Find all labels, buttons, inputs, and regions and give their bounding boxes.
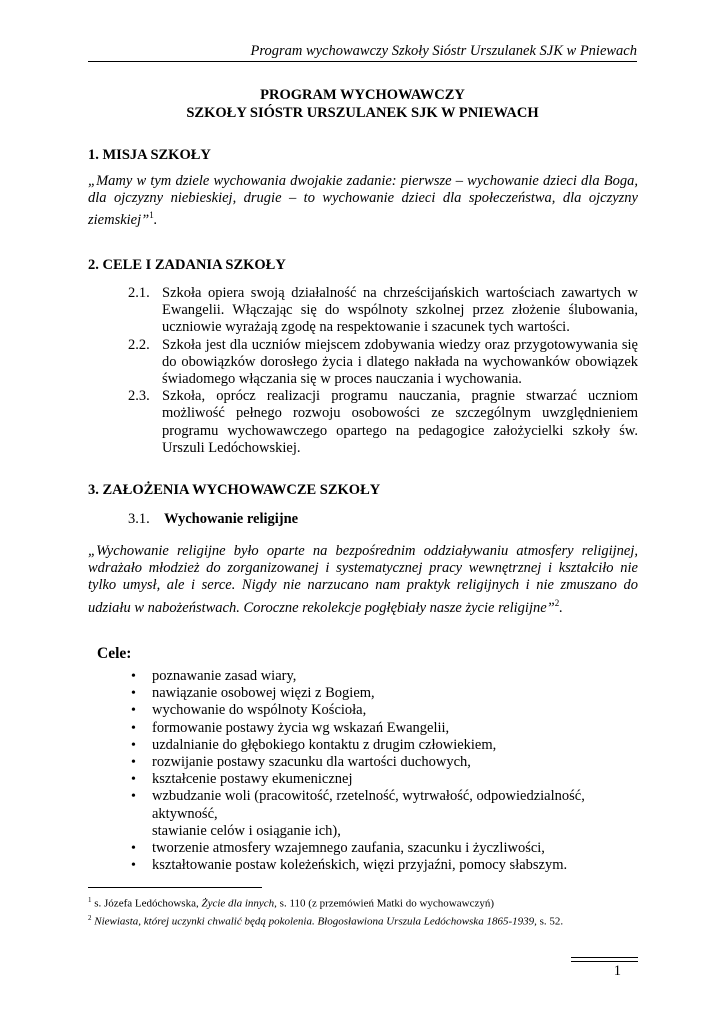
mission-quote-text: „Mamy w tym dziele wychowania dwojakie zadanie: pierwsze – wychowanie dzieci dla Boga, dla ojczyzny niebieskiej, drugie – to wychowanie dzieci dla społeczeństwa, dla ojczyzny ziemskiej”: [88, 173, 638, 229]
page-number-rule-bottom: [571, 961, 638, 962]
goals-label: Cele:: [97, 645, 132, 662]
list-item: [131, 737, 631, 754]
bullet-icon: •: [131, 703, 136, 719]
list-item: [128, 337, 638, 389]
goal-text: poznawanie zasad wiary,: [152, 668, 297, 684]
title-line-1: PROGRAM WYCHOWAWCZY: [260, 87, 465, 103]
subsection-title: Wychowanie religijne: [164, 511, 299, 527]
footnote-number: 1: [88, 896, 92, 904]
goal-text: kształcenie postawy ekumenicznej: [152, 771, 353, 788]
list-item: [131, 720, 631, 737]
goal-text: rozwijanie postawy szacunku dla wartości duchowych,: [152, 754, 471, 771]
footnote-title: Niewiasta, której uczynki chwalić będą pokolenia. Błogosławiona Urszula Ledóchowska 1865-1939,: [94, 915, 537, 928]
bullet-icon: •: [131, 789, 136, 805]
footnote-2: [88, 911, 648, 929]
list-item: [128, 285, 638, 337]
goal-text: [152, 788, 631, 840]
goal-text: nawiązanie osobowej więzi z Bogiem,: [152, 685, 375, 702]
bullet-icon: •: [131, 841, 136, 857]
section-1-quote: [88, 173, 638, 229]
title-line-2: SZKOŁY SIÓSTR URSZULANEK SJK W PNIEWACH: [186, 105, 539, 121]
list-item: [131, 702, 631, 719]
list-item: [131, 771, 631, 788]
item-number: 2.1.: [128, 285, 150, 301]
item-number: 2.3.: [128, 388, 150, 405]
item-text: Szkoła opiera swoją działalność na chrześcijańskich wartościach zawartych w Ewangelii. Włączając się do wspólnoty szkolnej przez złożenie ślubowania, uczniowie wyrażają zgodę na respektowanie i szacunek tych wartości.: [162, 285, 638, 336]
footnote-ref-2[interactable]: 2: [554, 597, 560, 608]
bullet-icon: •: [131, 669, 136, 684]
list-item: [131, 668, 631, 685]
item-text: Szkoła jest dla uczniów miejscem zdobywania wiedzy oraz przygotowywania się do obowiązków dorosłego życia i dlatego nakłada na wychowanków obowiązek świadomego włączania się w proces nauczania i wychowania.: [162, 336, 638, 388]
bullet-icon: •: [131, 737, 136, 753]
goal-text: formowanie postawy życia wg wskazań Ewangelii,: [152, 719, 450, 736]
bullet-icon: •: [131, 686, 136, 702]
list-item: [128, 388, 638, 457]
quote-end: .: [559, 599, 563, 616]
religious-goals-list: [131, 668, 631, 874]
list-item: [131, 840, 631, 857]
item-text: Szkoła, oprócz realizacji programu nauczania, pragnie stwarzać uczniom możliwość pełnego rozwoju osobowości ze szczególnym uwzględnieniem programu wychowawczego opartego na pedagogice założycielki szkoły św. Urszuli Ledóchowskiej.: [162, 388, 638, 456]
list-item: [131, 754, 631, 771]
list-item: [131, 857, 631, 874]
running-header: Program wychowawczy Szkoły Sióstr Urszulanek SJK w Pniewach: [250, 43, 637, 59]
goal-text: uzdalnianie do głębokiego kontaktu z drugim człowiekiem,: [152, 736, 497, 753]
goal-text: wychowanie do wspólnoty Kościoła,: [152, 702, 367, 719]
footnote-1: [88, 893, 648, 911]
bullet-icon: •: [131, 772, 136, 788]
document-title: [88, 86, 637, 122]
goal-text-part-2: stawianie celów i osiąganie ich),: [152, 822, 341, 839]
header-rule: [88, 61, 637, 62]
page-number-rule-top: [571, 957, 638, 958]
footnote-number: 2: [88, 913, 92, 922]
bullet-icon: •: [131, 720, 136, 736]
item-number: 2.2.: [128, 336, 150, 353]
section-1-heading: 1. MISJA SZKOŁY: [88, 147, 211, 163]
section-3-quote: [88, 543, 638, 617]
goal-text: tworzenie atmosfery wzajemnego zaufania, szacunku i życzliwości,: [152, 840, 545, 857]
subsection-3-1-heading: [128, 510, 298, 528]
footnote-text: s. 52.: [536, 915, 564, 928]
goal-text: kształtowanie postaw koleżeńskich, więzi przyjaźni, pomocy słabszym.: [152, 857, 568, 874]
footnote-title: Życie dla innych,: [201, 897, 277, 910]
section-3-heading: 3. ZAŁOŻENIA WYCHOWAWCZE SZKOŁY: [88, 482, 381, 498]
list-item: [131, 788, 631, 840]
religious-quote-text: „Wychowanie religijne było oparte na bezpośrednim oddziaływaniu atmosfery religijnej, wdrażało młodzież do zorganizowanej i systematycznej pracy wewnętrznej i kształciło nie tylko umysł, ale i serce. Nigdy nie narzucano nam praktyk religijnych i nie zmuszano do udziału w nabożeństwach. Coroczne rekolekcje pogłębiały nasze życie religijne”: [88, 543, 638, 616]
subsection-number: 3.1.: [128, 511, 150, 527]
footnote-text: s. Józefa Ledóchowska,: [91, 897, 202, 910]
list-item: [131, 685, 631, 702]
footnote-ref-1[interactable]: 1: [149, 210, 154, 221]
section-2-heading: 2. CELE I ZADANIA SZKOŁY: [88, 257, 286, 273]
quote-end: .: [153, 212, 158, 229]
bullet-icon: •: [131, 858, 136, 874]
footnote-text: s. 110 (z przemówień Matki do wychowawczyń): [276, 897, 495, 910]
bullet-icon: •: [131, 755, 136, 771]
goals-task-list: [128, 285, 638, 457]
footnote-separator: [88, 887, 262, 888]
footnotes: [88, 893, 648, 928]
page-number: 1: [613, 963, 621, 979]
goal-text-part-1: wzbudzanie woli (pracowitość, rzetelność, wytrwałość, odpowiedzialność, aktywność,: [152, 788, 585, 822]
